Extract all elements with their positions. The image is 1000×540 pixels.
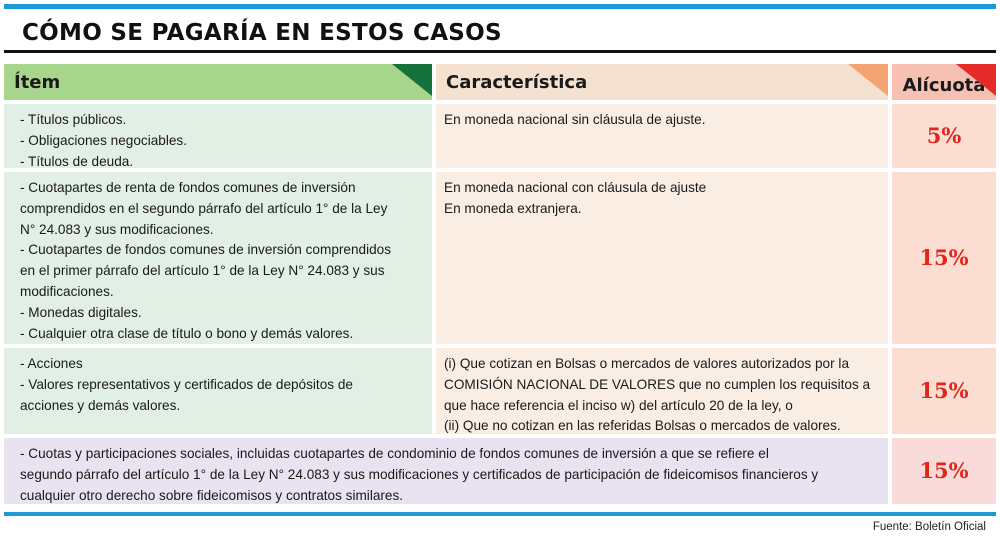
row-3-characteristic [436,348,888,434]
row-1-items [4,104,432,168]
row-4-rate [892,438,996,504]
list-item: - Cuotapartes de fondos comunes de inversión comprendidos [20,242,392,258]
header-rate-label: Alícuota [902,74,986,96]
row-1-rate [892,104,996,168]
orange-corner-triangle-icon [848,64,888,96]
header-rate [892,64,996,100]
row-2-characteristic [436,172,888,344]
row-1-characteristic [436,104,888,168]
characteristic-line: En moneda nacional con cláusula de ajuste [444,180,707,195]
bottom-accent-rule [4,512,996,516]
rate-value: 15% [919,377,969,403]
top-accent-rule [4,4,996,9]
list-item: - Valores representativos y certificados de depósitos de [20,376,353,392]
list-item: - Cuotapartes de renta de fondos comunes de inversión [20,180,356,195]
header-item-label: Ítem [14,71,61,93]
characteristic-line: que hace referencia el inciso w) del artículo 20 de la ley, o [444,397,793,413]
list-item: comprendidos en el segundo párrafo del artículo 1° de la Ley [20,200,388,216]
characteristic-line: En moneda extranjera. [444,200,582,216]
header-characteristic [436,64,888,100]
characteristic-line: En moneda nacional sin cláusula de ajuste. [444,112,706,127]
list-item: en el primer párrafo del artículo 1° de la Ley N° 24.083 y sus [20,263,385,279]
rate-value: 15% [919,457,969,483]
red-corner-triangle-icon [956,64,996,96]
row-3-rate [892,348,996,434]
row-3-items [4,348,432,434]
list-item: - Cuotas y participaciones sociales, incluidas cuotapartes de condominio de fondos comunes de inversión a que se refiere el [20,446,769,461]
list-item: modificaciones. [20,283,114,299]
list-item: - Títulos públicos. [20,112,127,127]
row-4-items [4,438,888,504]
list-item: - Acciones [20,356,83,371]
row-2-items [4,172,432,344]
header-characteristic-label: Característica [446,71,588,93]
characteristic-line: (i) Que cotizan en Bolsas o mercados de valores autorizados por la [444,356,849,371]
rate-value: 5% [926,122,962,148]
list-item: N° 24.083 y sus modificaciones. [20,221,214,237]
page-title: CÓMO SE PAGARÍA EN ESTOS CASOS [22,20,502,46]
header-item [4,64,432,100]
green-corner-triangle-icon [392,64,432,96]
list-item: - Obligaciones negociables. [20,132,188,148]
characteristic-line: (ii) Que no cotizan en las referidas Bolsas o mercados de valores. [444,418,841,434]
list-item: - Títulos de deuda. [20,153,134,168]
characteristic-line: COMISIÓN NACIONAL DE VALORES que no cumplen los requisitos a [444,376,871,392]
list-item: - Monedas digitales. [20,304,142,320]
list-item: cualquier otro derecho sobre fideicomisos y contratos similares. [20,487,404,503]
list-item: segundo párrafo del artículo 1° de la Ley N° 24.083 y sus modificaciones y certificados de participación de fideicomisos financieros y [20,466,819,482]
source-credit: Fuente: Boletín Oficial [872,521,986,533]
rate-value: 15% [919,244,969,270]
title-underline [4,50,996,53]
row-2-rate [892,172,996,344]
list-item: - Cualquier otra clase de título o bono y demás valores. [20,325,354,341]
list-item: acciones y demás valores. [20,397,181,413]
